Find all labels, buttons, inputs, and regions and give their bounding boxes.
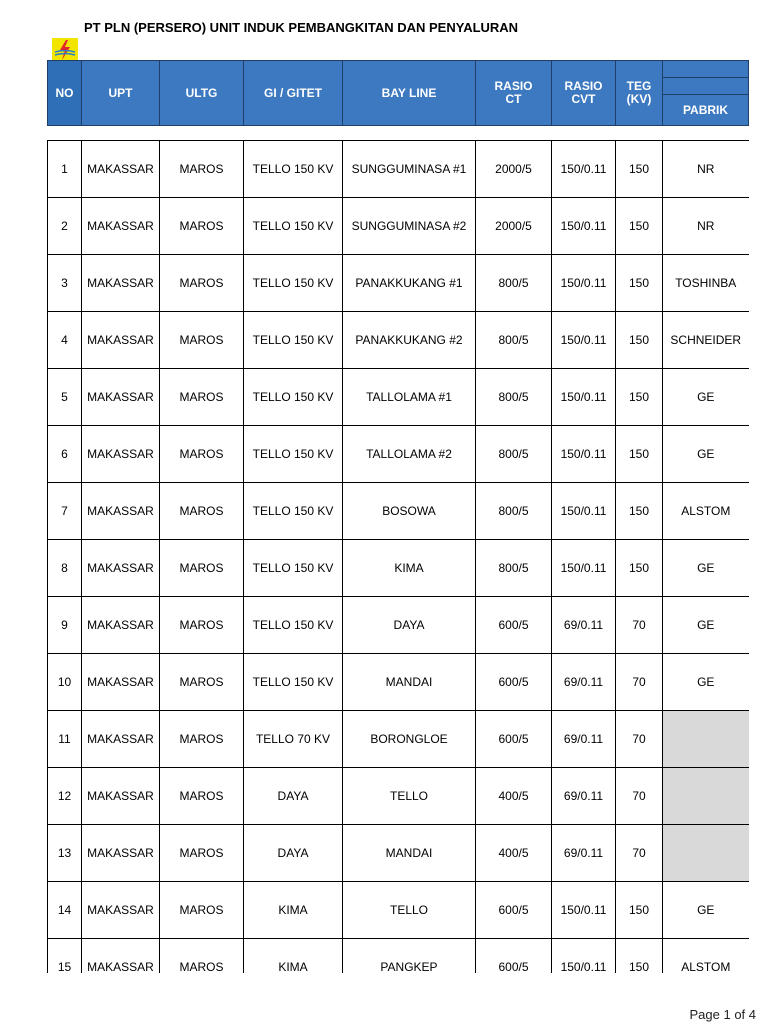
cell-upt: MAKASSAR — [82, 825, 160, 882]
table-row — [48, 882, 749, 939]
cell-rasio-cvt: 69/0.11 — [552, 654, 616, 711]
data-table — [47, 140, 749, 973]
cell-pabrik — [663, 825, 749, 882]
cell-gi: TELLO 150 KV — [244, 369, 343, 426]
cell-rasio-ct: 800/5 — [476, 426, 552, 483]
cell-gi: TELLO 150 KV — [244, 312, 343, 369]
cell-no: 4 — [48, 312, 82, 369]
cell-teg: 150 — [616, 939, 663, 974]
cell-rasio-cvt: 150/0.11 — [552, 312, 616, 369]
cell-teg: 70 — [616, 825, 663, 882]
cell-upt: MAKASSAR — [82, 141, 160, 198]
page-indicator: Page 1 of 4 — [689, 1007, 756, 1022]
cell-no: 5 — [48, 369, 82, 426]
cell-bay-line: SUNGGUMINASA #1 — [343, 141, 476, 198]
header-upt: UPT — [82, 61, 160, 126]
cell-no: 11 — [48, 711, 82, 768]
cell-gi: KIMA — [244, 939, 343, 974]
table-row — [48, 939, 749, 974]
cell-teg: 150 — [616, 882, 663, 939]
cell-rasio-cvt: 150/0.11 — [552, 882, 616, 939]
cell-rasio-ct: 400/5 — [476, 768, 552, 825]
cell-bay-line: MANDAI — [343, 825, 476, 882]
cell-teg: 150 — [616, 426, 663, 483]
cell-gi: DAYA — [244, 825, 343, 882]
cell-teg: 150 — [616, 483, 663, 540]
cell-teg: 150 — [616, 198, 663, 255]
table-row — [48, 483, 749, 540]
cell-rasio-cvt: 150/0.11 — [552, 540, 616, 597]
cell-upt: MAKASSAR — [82, 597, 160, 654]
cell-gi: TELLO 150 KV — [244, 198, 343, 255]
cell-rasio-ct: 800/5 — [476, 483, 552, 540]
cell-no: 9 — [48, 597, 82, 654]
cell-gi: TELLO 150 KV — [244, 255, 343, 312]
cell-upt: MAKASSAR — [82, 255, 160, 312]
cell-pabrik: GE — [663, 426, 749, 483]
cell-ultg: MAROS — [160, 939, 244, 974]
cell-teg: 70 — [616, 711, 663, 768]
cell-gi: TELLO 150 KV — [244, 654, 343, 711]
cell-pabrik: GE — [663, 597, 749, 654]
cell-rasio-cvt: 150/0.11 — [552, 198, 616, 255]
cell-rasio-ct: 600/5 — [476, 654, 552, 711]
cell-rasio-ct: 800/5 — [476, 369, 552, 426]
cell-pabrik: GE — [663, 369, 749, 426]
cell-teg: 150 — [616, 540, 663, 597]
cell-no: 12 — [48, 768, 82, 825]
table-row — [48, 540, 749, 597]
cell-teg: 70 — [616, 654, 663, 711]
cell-rasio-ct: 600/5 — [476, 597, 552, 654]
cell-rasio-ct: 800/5 — [476, 540, 552, 597]
cell-bay-line: PANGKEP — [343, 939, 476, 974]
header-gi: GI / GITET — [244, 61, 343, 126]
cell-rasio-cvt: 150/0.11 — [552, 255, 616, 312]
cell-upt: MAKASSAR — [82, 540, 160, 597]
cell-bay-line: TALLOLAMA #2 — [343, 426, 476, 483]
cell-gi: TELLO 150 KV — [244, 141, 343, 198]
cell-rasio-cvt: 150/0.11 — [552, 483, 616, 540]
cell-gi: TELLO 70 KV — [244, 711, 343, 768]
cell-teg: 150 — [616, 141, 663, 198]
table-row — [48, 825, 749, 882]
header-bay-line: BAY LINE — [343, 61, 476, 126]
cell-no: 15 — [48, 939, 82, 974]
cell-teg: 70 — [616, 597, 663, 654]
cell-gi: TELLO 150 KV — [244, 597, 343, 654]
cell-rasio-cvt: 69/0.11 — [552, 768, 616, 825]
cell-rasio-cvt: 150/0.11 — [552, 369, 616, 426]
header-rasio-ct: RASIO CT — [476, 61, 552, 126]
header-no: NO — [48, 61, 82, 126]
cell-upt: MAKASSAR — [82, 426, 160, 483]
cell-gi: TELLO 150 KV — [244, 540, 343, 597]
cell-no: 10 — [48, 654, 82, 711]
cell-bay-line: PANAKKUKANG #1 — [343, 255, 476, 312]
cell-bay-line: PANAKKUKANG #2 — [343, 312, 476, 369]
cell-pabrik: NR — [663, 141, 749, 198]
cell-pabrik: TOSHINBA — [663, 255, 749, 312]
document-title-text: PT PLN (PERSERO) UNIT INDUK PEMBANGKITAN DAN PENYALURAN — [84, 22, 519, 35]
cell-no: 13 — [48, 825, 82, 882]
table-row — [48, 426, 749, 483]
cell-no: 6 — [48, 426, 82, 483]
cell-rasio-ct: 400/5 — [476, 825, 552, 882]
table-row — [48, 255, 749, 312]
cell-rasio-cvt: 150/0.11 — [552, 426, 616, 483]
header-ultg: ULTG — [160, 61, 244, 126]
cell-no: 3 — [48, 255, 82, 312]
header-pabrik: PABRIK — [663, 95, 749, 126]
cell-no: 2 — [48, 198, 82, 255]
cell-rasio-ct: 800/5 — [476, 255, 552, 312]
cell-pabrik: ALSTOM — [663, 939, 749, 974]
cell-ultg: MAROS — [160, 312, 244, 369]
cell-gi: TELLO 150 KV — [244, 483, 343, 540]
cell-rasio-cvt: 69/0.11 — [552, 825, 616, 882]
cell-upt: MAKASSAR — [82, 198, 160, 255]
cell-ultg: MAROS — [160, 882, 244, 939]
cell-ultg: MAROS — [160, 768, 244, 825]
cell-ultg: MAROS — [160, 255, 244, 312]
cell-rasio-ct: 600/5 — [476, 939, 552, 974]
cell-teg: 70 — [616, 768, 663, 825]
cell-upt: MAKASSAR — [82, 369, 160, 426]
cell-upt: MAKASSAR — [82, 483, 160, 540]
cell-ultg: MAROS — [160, 597, 244, 654]
cell-teg: 150 — [616, 369, 663, 426]
cell-bay-line: TELLO — [343, 882, 476, 939]
table-row — [48, 141, 749, 198]
cell-pabrik: NR — [663, 198, 749, 255]
cell-upt: MAKASSAR — [82, 882, 160, 939]
cell-ultg: MAROS — [160, 540, 244, 597]
cell-bay-line: SUNGGUMINASA #2 — [343, 198, 476, 255]
cell-ultg: MAROS — [160, 825, 244, 882]
cell-rasio-cvt: 69/0.11 — [552, 711, 616, 768]
header-teg: TEG (KV) — [616, 61, 663, 126]
cell-teg: 150 — [616, 312, 663, 369]
cell-upt: MAKASSAR — [82, 312, 160, 369]
cell-rasio-ct: 600/5 — [476, 882, 552, 939]
cell-pabrik: GE — [663, 882, 749, 939]
cell-rasio-cvt: 150/0.11 — [552, 141, 616, 198]
cell-bay-line: BOSOWA — [343, 483, 476, 540]
cell-pabrik: GE — [663, 540, 749, 597]
cell-bay-line: TALLOLAMA #1 — [343, 369, 476, 426]
cell-no: 1 — [48, 141, 82, 198]
cell-no: 14 — [48, 882, 82, 939]
cell-gi: DAYA — [244, 768, 343, 825]
table-row — [48, 597, 749, 654]
cell-upt: MAKASSAR — [82, 939, 160, 974]
table-row — [48, 768, 749, 825]
header-rasio-cvt: RASIO CVT — [552, 61, 616, 126]
cell-bay-line: BORONGLOE — [343, 711, 476, 768]
cell-upt: MAKASSAR — [82, 768, 160, 825]
cell-rasio-ct: 800/5 — [476, 312, 552, 369]
cell-pabrik — [663, 768, 749, 825]
table-row — [48, 654, 749, 711]
cell-pabrik — [663, 711, 749, 768]
cell-no: 7 — [48, 483, 82, 540]
cell-gi: TELLO 150 KV — [244, 426, 343, 483]
cell-no: 8 — [48, 540, 82, 597]
cell-rasio-ct: 2000/5 — [476, 198, 552, 255]
cell-ultg: MAROS — [160, 426, 244, 483]
cell-upt: MAKASSAR — [82, 711, 160, 768]
cell-ultg: MAROS — [160, 198, 244, 255]
cell-bay-line: KIMA — [343, 540, 476, 597]
cell-bay-line: MANDAI — [343, 654, 476, 711]
cell-ultg: MAROS — [160, 141, 244, 198]
cell-teg: 150 — [616, 255, 663, 312]
table-row — [48, 312, 749, 369]
cell-upt: MAKASSAR — [82, 654, 160, 711]
cell-ultg: MAROS — [160, 654, 244, 711]
cell-ultg: MAROS — [160, 369, 244, 426]
cell-bay-line: DAYA — [343, 597, 476, 654]
cell-rasio-cvt: 69/0.11 — [552, 597, 616, 654]
table-row — [48, 711, 749, 768]
cell-pabrik: ALSTOM — [663, 483, 749, 540]
cell-rasio-ct: 600/5 — [476, 711, 552, 768]
cell-bay-line: TELLO — [343, 768, 476, 825]
table-row — [48, 198, 749, 255]
cell-ultg: MAROS — [160, 711, 244, 768]
table-row — [48, 369, 749, 426]
cell-pabrik: GE — [663, 654, 749, 711]
cell-rasio-cvt: 150/0.11 — [552, 939, 616, 974]
cell-rasio-ct: 2000/5 — [476, 141, 552, 198]
cell-gi: KIMA — [244, 882, 343, 939]
cell-pabrik: SCHNEIDER — [663, 312, 749, 369]
cell-ultg: MAROS — [160, 483, 244, 540]
